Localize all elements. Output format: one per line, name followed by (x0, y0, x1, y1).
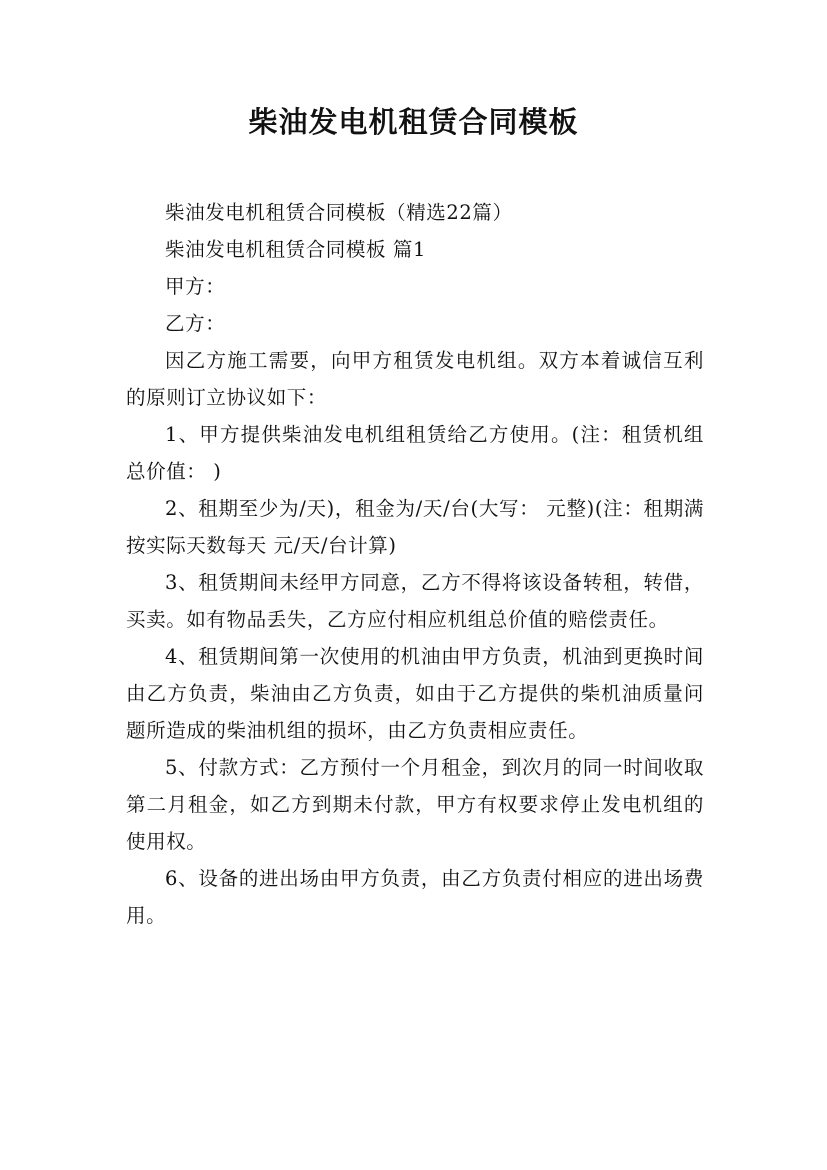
clause-6: 6、设备的进出场由甲方负责，由乙方负责付相应的进出场费用。 (126, 867, 704, 927)
party-b-line: 乙方： (165, 312, 226, 335)
document-title: 柴油发电机租赁合同模板 (248, 105, 579, 139)
document-body (126, 194, 704, 934)
intro-paragraph: 因乙方施工需要，向甲方租赁发电机组。双方本着诚信互利的原则订立协议如下： (126, 349, 704, 409)
subtitle-paragraph: 柴油发电机租赁合同模板（精选22篇） (165, 201, 513, 224)
clause-5: 5、付款方式：乙方预付一个月租金，到次月的同一时间收取第二月租金，如乙方到期未付款，甲方有权要求停止发电机组的使用权。 (126, 756, 704, 853)
clause-2: 2、租期至少为/天)，租金为/天/台(大写： 元整)(注：租期满按实际天数每天 元/天/台计算) (126, 497, 704, 557)
clause-3: 3、租赁期间未经甲方同意，乙方不得将该设备转租，转借，买卖。如有物品丢失，乙方应付相应机组总价值的赔偿责任。 (126, 571, 704, 631)
party-a-line: 甲方： (165, 275, 226, 298)
clause-1: 1、甲方提供柴油发电机组租赁给乙方使用。(注：租赁机组总价值： ) (126, 423, 704, 483)
clause-4: 4、租赁期间第一次使用的机油由甲方负责，机油到更换时间由乙方负责，柴油由乙方负责，如由于乙方提供的柴机油质量问题所造成的柴油机组的损坏，由乙方负责相应责任。 (126, 645, 704, 742)
section-heading: 柴油发电机租赁合同模板 篇1 (165, 238, 427, 261)
